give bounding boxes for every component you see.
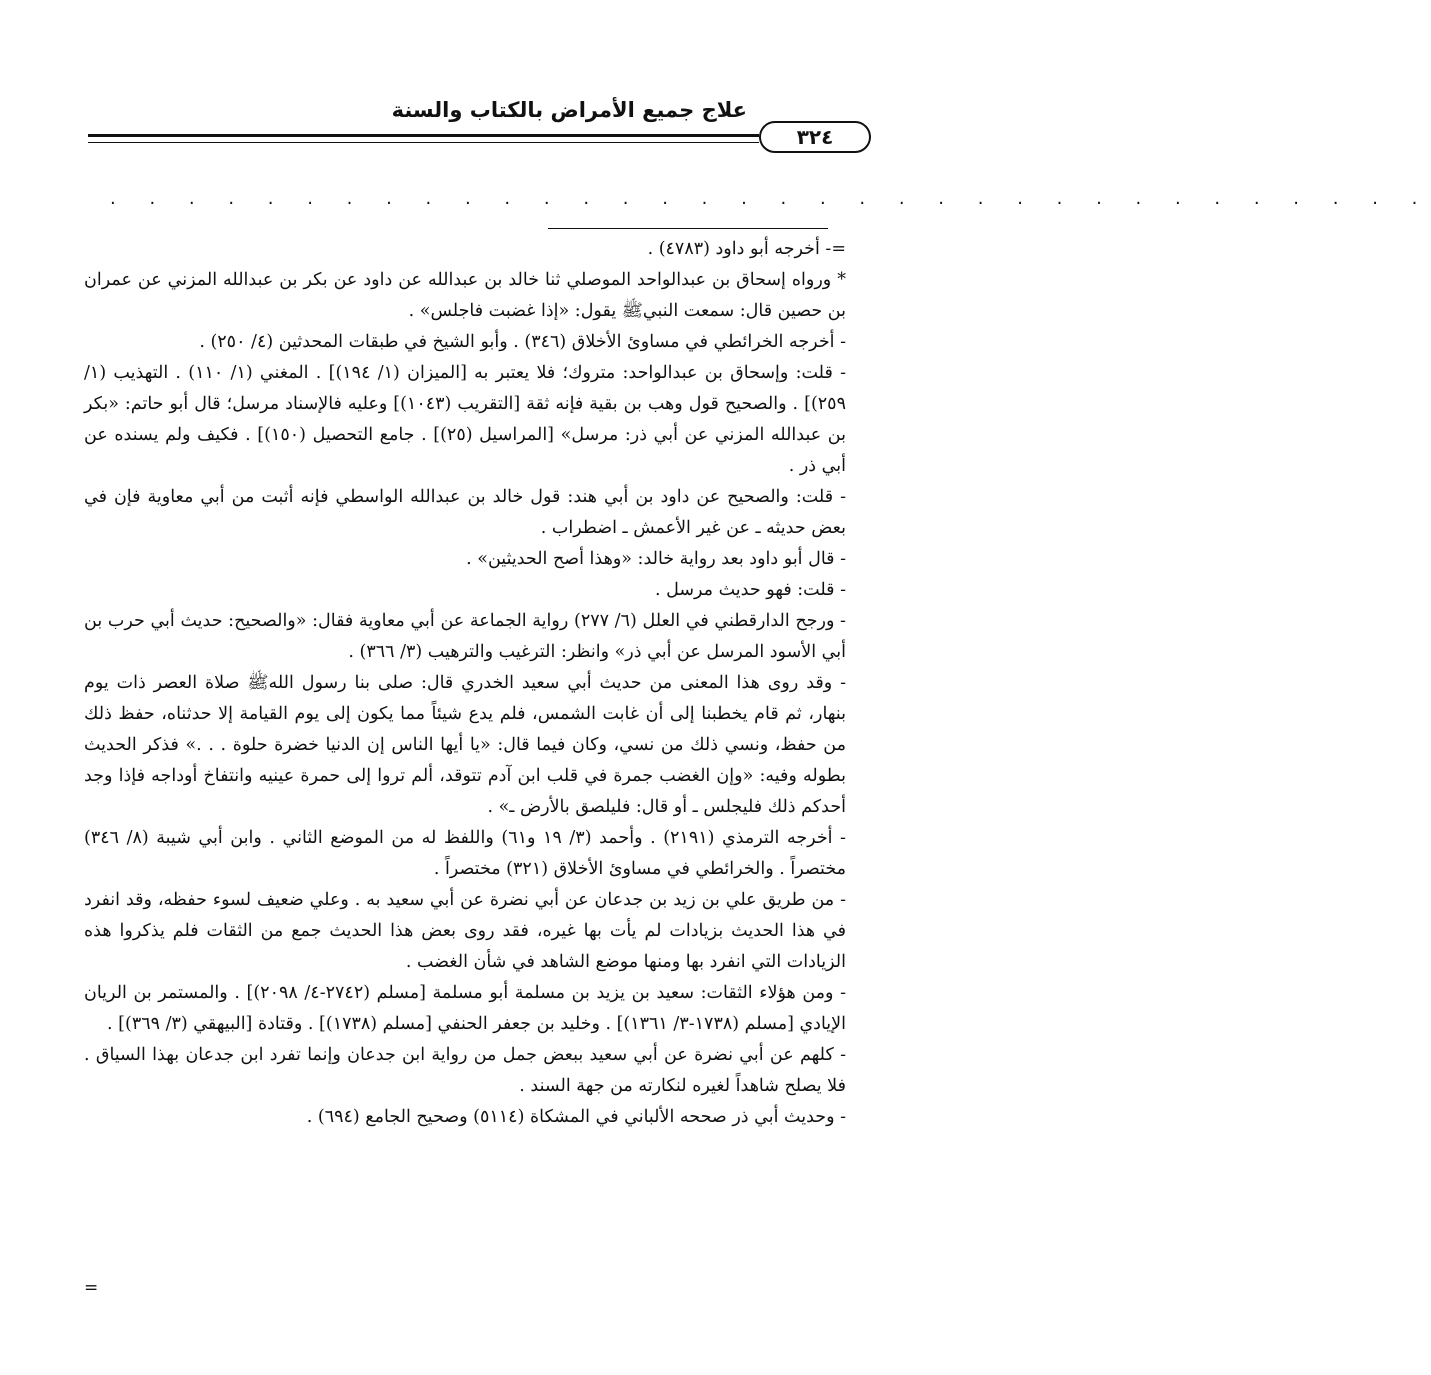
continuation-mark: = [84, 1278, 99, 1298]
separator-dots: . . . . . . . . . . . . . . . . . . . . . . . . . . . . . . . . . . [110, 188, 1431, 209]
paragraph: =- أخرجه أبو داود (٤٧٨٣) . [647, 239, 846, 259]
page-number-badge: ٣٢٤ [759, 121, 871, 153]
paragraph: - من طريق علي بن زيد بن جدعان عن أبي نضرة عن أبي سعيد به . وعلي ضعيف لسوء حفظه، وقد انفرد في هذا الحديث بزيادات لم يأت بها غيره، فقد روى بعض هذا الحديث جمع من الثقات فلم يذكروا هذه الزيادات التي انفرد بها ومنها موضع الشاهد في شأن الغضب . [84, 890, 846, 972]
paragraph: * ورواه إسحاق بن عبدالواحد الموصلي ثنا خالد بن عبدالله عن داود عن بكر بن عبدالله المزني عن عمران بن حصين قال: سمعت النبيﷺ يقول: «إذا غضبت فاجلس» . [84, 270, 846, 321]
footnote-body [84, 234, 846, 1133]
footnote-rule [548, 228, 828, 229]
paragraph: - ورجح الدارقطني في العلل (٦/ ٢٧٧) رواية الجماعة عن أبي معاوية فقال: «والصحيح: حديث أبي حرب بن أبي الأسود المرسل عن أبي ذر» وانظر: الترغيب والترهيب (٣/ ٣٦٦) . [84, 611, 846, 662]
paragraph: - قلت: والصحيح عن داود بن أبي هند: قول خالد بن عبدالله الواسطي فإنه أثبت من أبي معاوية فإن في بعض حديثه ـ عن غير الأعمش ـ اضطراب . [84, 487, 846, 538]
paragraph: - ومن هؤلاء الثقات: سعيد بن يزيد بن مسلمة أبو مسلمة [مسلم (٢٧٤٢-٤/ ٢٠٩٨)] . والمستمر بن الريان الإيادي [مسلم (١٧٣٨-٣/ ١٣٦١)] . وخليد بن جعفر الحنفي [مسلم (١٧٣٨)] . وقتادة [البيهقي (٣/ ٣٦٩)] . [84, 983, 847, 1034]
paragraph: - وقد روى هذا المعنى من حديث أبي سعيد الخدري قال: صلى بنا رسول اللهﷺ صلاة العصر ذات يوم بنهار، ثم قام يخطبنا إلى أن غابت الشمس، فلم يدع شيئاً مما يكون إلى يوم القيامة إلا حدثناه، حفظ ذلك من حفظ، ونسي ذلك من نسي، وكان فيما قال: «يا أيها الناس إن الدنيا خضرة حلوة . . .» فذكر الحديث بطوله وفيه: «وإن الغضب جمرة في قلب ابن آدم تتوقد، ألم تروا إلى حمرة عينيه وانتفاخ أوداجه فإذا وجد أحدكم ذلك فليجلس ـ أو قال: فليلصق بالأرض ـ» . [84, 673, 846, 817]
paragraph: - كلهم عن أبي نضرة عن أبي سعيد ببعض جمل من رواية ابن جدعان وإنما تفرد ابن جدعان بهذا السياق . فلا يصلح شاهداً لغيره لنكارته من جهة السند . [84, 1045, 846, 1096]
header-rule-thin [88, 142, 759, 143]
paragraph: - أخرجه الخرائطي في مساوئ الأخلاق (٣٤٦) . وأبو الشيخ في طبقات المحدثين (٤/ ٢٥٠) . [199, 332, 846, 352]
paragraph: - وحديث أبي ذر صححه الألباني في المشكاة (٥١١٤) وصحيح الجامع (٦٩٤) . [306, 1107, 846, 1127]
header-rule-thick [88, 134, 759, 137]
running-header-title: علاج جميع الأمراض بالكتاب والسنة [391, 98, 747, 122]
paragraph: - أخرجه الترمذي (٢١٩١) . وأحمد (٣/ ١٩ و٦١) واللفظ له من الموضع الثاني . وابن أبي شيبة (٨/ ٣٤٦) مختصراً . والخرائطي في مساوئ الأخلاق (٣٢١) مختصراً . [84, 828, 846, 879]
paragraph: - قال أبو داود بعد رواية خالد: «وهذا أصح الحديثين» . [466, 549, 846, 569]
paragraph: - قلت: وإسحاق بن عبدالواحد: متروك؛ فلا يعتبر به [الميزان (١/ ١٩٤)] . المغني (١/ ١١٠) . التهذيب (١/ ٢٥٩)] . والصحيح قول وهب بن بقية فإنه ثقة [التقريب (١٠٤٣)] وعليه فالإسناد مرسل؛ قال أبو حاتم: «بكر بن عبدالله المزني عن أبي ذر: مرسل» [المراسيل (٢٥)] . جامع التحصيل (١٥٠)] . فكيف ولم يسنده عن أبي ذر . [84, 363, 846, 476]
paragraph: - قلت: فهو حديث مرسل . [654, 580, 846, 600]
